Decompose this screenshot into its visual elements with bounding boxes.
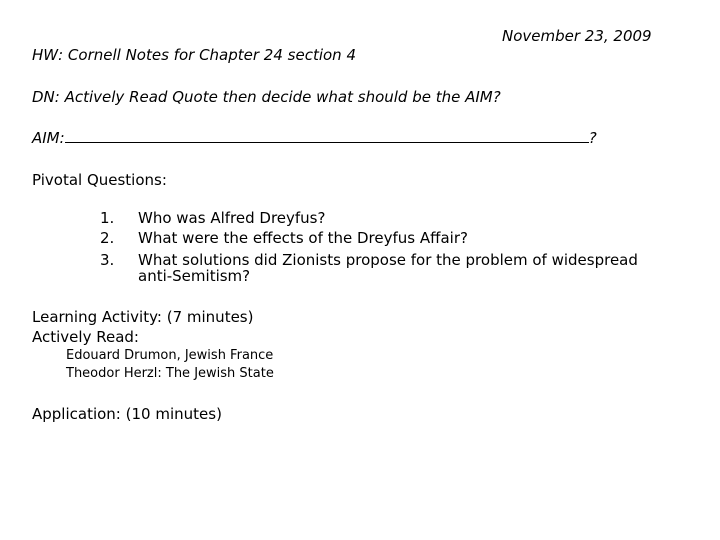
application-time: (10 minutes) — [125, 405, 222, 423]
learning-activity-time: (7 minutes) — [166, 308, 254, 326]
aim-label: AIM: — [32, 129, 65, 147]
pivotal-item-1 — [100, 209, 325, 227]
pivotal-item-2 — [100, 229, 468, 247]
application-heading: Application: — [32, 405, 121, 423]
do-now-line: DN: Actively Read Quote then decide what should be the AIM? — [32, 88, 501, 106]
item-number: 3. — [100, 251, 115, 269]
item-number: 1. — [100, 209, 115, 227]
pivotal-heading: Pivotal Questions: — [32, 171, 167, 189]
aim-question-mark: ? — [588, 129, 597, 147]
date: November 23, 2009 — [502, 27, 652, 45]
item-text: What solutions did Zionists propose for the problem of widespread — [138, 251, 638, 269]
learning-activity-line — [32, 308, 253, 326]
learning-activity-heading: Learning Activity: — [32, 308, 162, 326]
aim-blank — [65, 129, 589, 143]
reading-item: Edouard Drumon, Jewish France — [66, 348, 274, 363]
actively-read-label: Actively Read: — [32, 328, 139, 346]
homework-line: HW: Cornell Notes for Chapter 24 section 4 — [32, 46, 357, 64]
item-text: Who was Alfred Dreyfus? — [138, 209, 326, 227]
pivotal-item-3-continued: anti-Semitism? — [138, 267, 251, 285]
item-text: What were the effects of the Dreyfus Affair? — [138, 229, 468, 247]
application-line — [32, 405, 222, 423]
item-number: 2. — [100, 229, 115, 247]
aim-line — [32, 129, 597, 147]
reading-item: Theodor Herzl: The Jewish State — [66, 366, 274, 381]
